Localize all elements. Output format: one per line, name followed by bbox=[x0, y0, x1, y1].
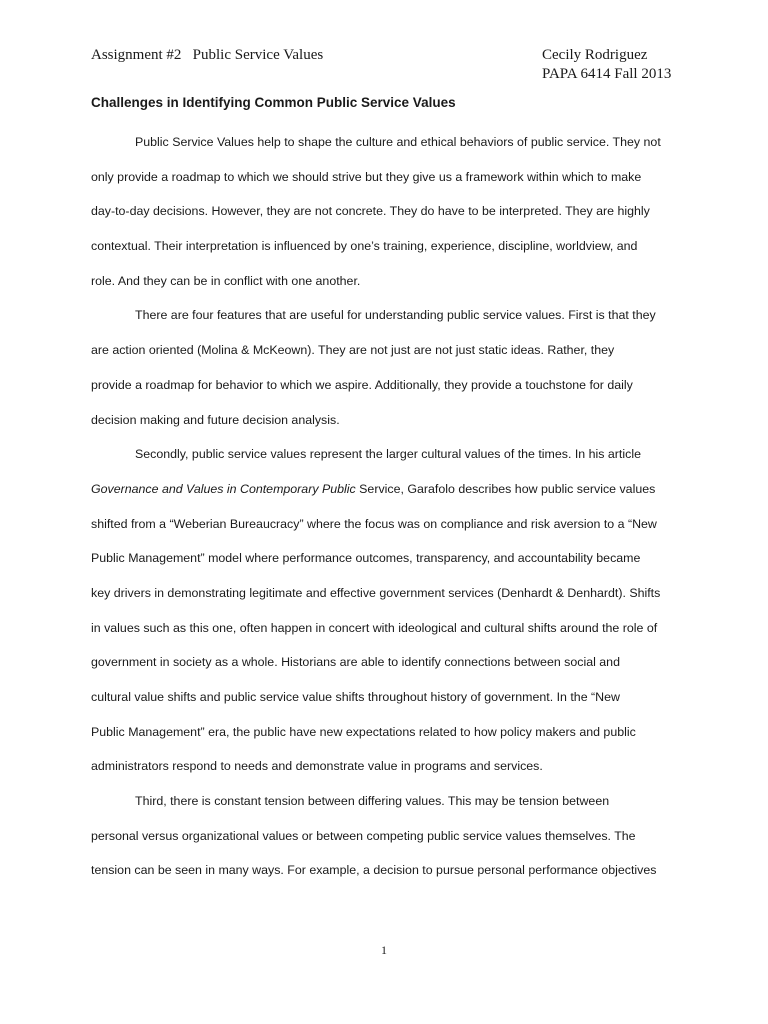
paragraph-line: Third, there is constant tension between differing values. This may be tension between bbox=[135, 794, 610, 809]
paragraph-line: government in society as a whole. Historians are able to identify connections between social and bbox=[91, 655, 620, 670]
paragraph-line: tension can be seen in many ways. For example, a decision to pursue personal performance objectives bbox=[91, 863, 657, 878]
paragraph-line: administrators respond to needs and demonstrate value in programs and services. bbox=[91, 759, 543, 774]
paragraph-line: contextual. Their interpretation is influenced by one’s training, experience, discipline, worldview, and bbox=[91, 239, 638, 254]
article-title: Governance and Values in Contemporary Public bbox=[91, 481, 356, 496]
paragraph-line: day-to-day decisions. However, they are not concrete. They do have to be interpreted. They are highly bbox=[91, 204, 650, 219]
paragraph-line: cultural value shifts and public service value shifts throughout history of government. In the “New bbox=[91, 690, 620, 704]
course-info: PAPA 6414 Fall 2013 bbox=[542, 66, 672, 82]
paragraph-line: Public Service Values help to shape the culture and ethical behaviors of public service. They not bbox=[135, 135, 661, 149]
paragraph-line: shifted from a “Weberian Bureaucracy” where the focus was on compliance and risk aversion to a “New bbox=[91, 516, 657, 531]
paragraph-line: decision making and future decision analysis. bbox=[91, 412, 340, 427]
paragraph-line: personal versus organizational values or between competing public service values themselves. The bbox=[91, 828, 636, 843]
paragraph-line: Public Management” era, the public have new expectations related to how policy makers and public bbox=[91, 724, 636, 739]
body-text bbox=[91, 125, 691, 888]
paragraph-line: only provide a roadmap to which we should strive but they give us a framework within which to make bbox=[91, 169, 642, 184]
paragraph-line: key drivers in demonstrating legitimate and effective government services (Denhardt & Denhardt). Shifts bbox=[91, 585, 661, 600]
paragraph-line: Secondly, public service values represent the larger cultural values of the times. In his article bbox=[135, 447, 641, 462]
assignment-title: Assignment #2 Public Service Values bbox=[91, 47, 324, 63]
paragraph-line bbox=[91, 472, 691, 507]
author-name: Cecily Rodriguez bbox=[542, 47, 648, 63]
line-continuation: Service, Garafolo describes how public service values bbox=[355, 481, 656, 496]
paragraph-line: in values such as this one, often happen in concert with ideological and cultural shifts around the role of bbox=[91, 620, 658, 635]
paragraph-line: role. And they can be in conflict with one another. bbox=[91, 273, 361, 288]
paragraph-line: Public Management” model where performance outcomes, transparency, and accountability became bbox=[91, 551, 641, 566]
page-number: 1 bbox=[381, 943, 387, 957]
paragraph-line: are action oriented (Molina & McKeown). They are not just are not just static ideas. Rather, they bbox=[91, 343, 615, 358]
document-title: Challenges in Identifying Common Public Service Values bbox=[91, 95, 456, 110]
paragraph-line: There are four features that are useful for understanding public service values. First is that they bbox=[135, 308, 656, 323]
author-block bbox=[542, 46, 671, 84]
paragraph-line: provide a roadmap for behavior to which we aspire. Additionally, they provide a touchstone for daily bbox=[91, 377, 633, 392]
